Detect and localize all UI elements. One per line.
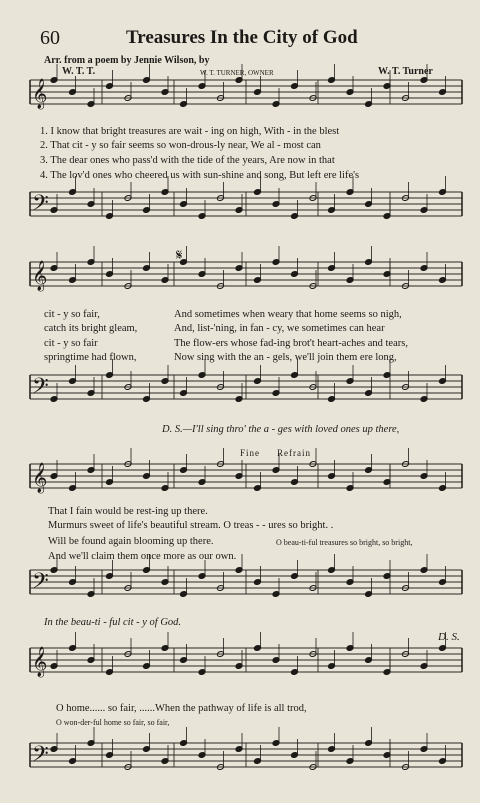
refrain-line-4: And we'll claim them once more as our own. <box>48 551 237 562</box>
svg-text:𝄢: 𝄢 <box>32 742 49 772</box>
hymn-title: Treasures In the City of God <box>126 27 358 48</box>
refrain-line-3: Will be found again blooming up there. <box>48 536 214 547</box>
refrain-mark: Refrain <box>277 448 311 458</box>
staff <box>30 359 462 404</box>
svg-text:𝄢: 𝄢 <box>32 191 49 221</box>
svg-text:𝄞: 𝄞 <box>32 463 48 493</box>
final-small-line: O won-der-ful home so fair, so fair, <box>56 718 170 727</box>
verse3-line: 3. The dear ones who pass'd with the tide of the years, Are now in that <box>40 155 335 166</box>
segno-sign: 𝄋 <box>176 248 183 264</box>
verse2-left: catch its bright gleam, <box>44 323 138 334</box>
verse4-left: springtime had flown, <box>44 352 137 363</box>
refrain-footer: In the beau-ti - ful cit - y of God. <box>44 617 182 628</box>
fine-mark: Fine <box>240 448 261 458</box>
music-credit: W. T. Turner <box>378 66 433 77</box>
staff <box>30 64 462 110</box>
svg-text:𝄢: 𝄢 <box>32 569 49 599</box>
refrain-line-1: That I fain would be rest-ing up there. <box>48 506 208 517</box>
bass-echo-line: O beau-ti-ful treasures so bright, so bright, <box>276 538 413 547</box>
verse4-right: Now sing with the an - gels, we'll join them ere long, <box>174 352 397 363</box>
ds-mark: D. S. <box>438 631 460 643</box>
owner-credit: W. T. TURNER, OWNER <box>200 69 274 77</box>
verse4-line: 4. The lov'd ones who cheered us with sun-shine and song, But left ere life's <box>40 170 360 181</box>
verse2-line: 2. That cit - y so fair seems so won-drous-ly near, We al - most can <box>40 140 321 151</box>
staff <box>30 246 462 292</box>
words-credit: W. T. T. <box>62 66 96 77</box>
verse1-left: cit - y so fair, <box>44 309 100 320</box>
svg-text:𝄞: 𝄞 <box>32 261 48 291</box>
poem-credit: Arr. from a poem by Jennie Wilson, by <box>44 55 210 66</box>
final-line: O home...... so fair, ......When the pathway of life is all trod, <box>56 703 307 714</box>
verse2-right: And, list-'ning, in fan - cy, we sometimes can hear <box>174 323 385 334</box>
svg-text:𝄞: 𝄞 <box>32 79 48 109</box>
verse1-line: 1. I know that bright treasures are wait - ing on high, With - in the blest <box>40 126 340 137</box>
staff <box>30 632 462 678</box>
verse3-right: The flow-ers whose fad-ing brot't heart-aches and tears, <box>174 338 408 349</box>
verse1-right: And sometimes when weary that home seems so nigh, <box>174 309 402 320</box>
ds-line: D. S.—I'll sing thro' the a - ges with loved ones up there, <box>162 424 400 435</box>
page-number: 60 <box>40 27 60 49</box>
refrain-line-2: Murmurs sweet of life's beautiful stream. O treas - - ures so bright. . <box>48 520 334 531</box>
svg-text:𝄢: 𝄢 <box>32 374 49 404</box>
svg-text:𝄞: 𝄞 <box>32 647 48 677</box>
staff <box>30 727 462 772</box>
staff <box>30 176 462 221</box>
verse3-left: cit - y so fair <box>44 338 98 349</box>
